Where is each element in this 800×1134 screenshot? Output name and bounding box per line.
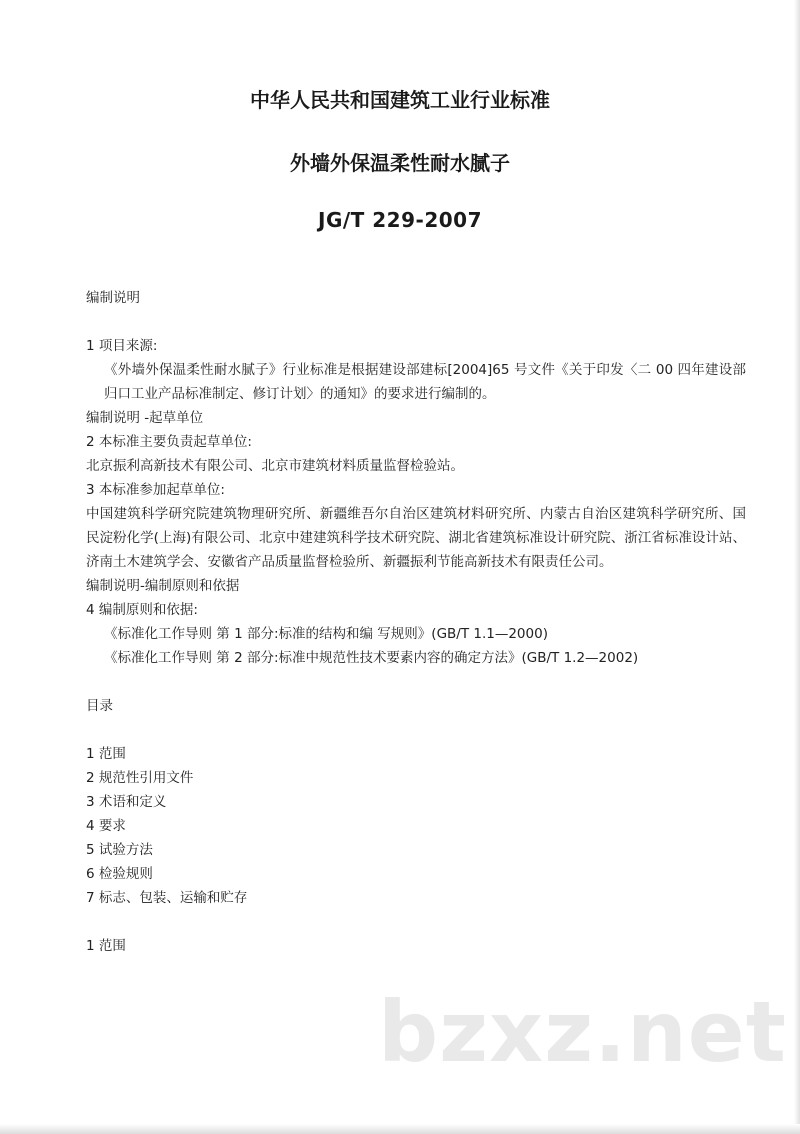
item1-text: 《外墙外保温柔性耐水腻子》行业标准是根据建设部建标[2004]65 号文件《关于印发〈二 00 四年建设部归口工业产品标准制定、修订计划〉的通知》的要求进行编制的。 — [104, 362, 746, 402]
toc-heading: 目录 — [86, 698, 113, 714]
document-body — [86, 286, 746, 958]
item4-title: 4 编制原则和依据: — [86, 602, 198, 618]
item1-title: 1 项目来源: — [86, 338, 158, 354]
toc-item: 3 术语和定义 — [86, 794, 167, 810]
subheading-principles: 编制说明-编制原则和依据 — [86, 578, 240, 594]
reference-2: 《标准化工作导则 第 2 部分:标准中规范性技术要素内容的确定方法》(GB/T 1.2—2002) — [104, 650, 639, 666]
standard-code: JG/T 229-2007 — [318, 208, 482, 232]
item2-title: 2 本标准主要负责起草单位: — [86, 434, 252, 450]
standard-category-title: 中华人民共和国建筑工业行业标准 — [250, 88, 550, 112]
toc-item: 1 范围 — [86, 746, 126, 762]
item3-title: 3 本标准参加起草单位: — [86, 482, 225, 498]
toc-item: 7 标志、包装、运输和贮存 — [86, 890, 248, 906]
reference-1: 《标准化工作导则 第 1 部分:标准的结构和编 写规则》(GB/T 1.1—2000) — [104, 626, 548, 642]
intro-heading: 编制说明 — [86, 290, 140, 306]
watermark: bzxz.net — [378, 983, 787, 1081]
toc-item: 6 检验规则 — [86, 866, 153, 882]
standard-name-title: 外墙外保温柔性耐水腻子 — [290, 151, 510, 175]
item2-text: 北京振利高新技术有限公司、北京市建筑材料质量监督检验站。 — [86, 458, 464, 474]
subheading-drafting-units: 编制说明 -起草单位 — [86, 410, 204, 426]
page-edge-shadow-right — [794, 0, 800, 1134]
toc-item: 5 试验方法 — [86, 842, 153, 858]
page-edge-shadow-bottom — [0, 1124, 800, 1134]
toc-item: 2 规范性引用文件 — [86, 770, 194, 786]
item3-text: 中国建筑科学研究院建筑物理研究所、新疆维吾尔自治区建筑材料研究所、内蒙古自治区建筑科学研究所、国民淀粉化学(上海)有限公司、北京中建建筑科学技术研究院、湖北省建筑标准设计研究院、浙江省标准设计站、济南土木建筑学会、安徽省产品质量监督检验所、新疆振利节能高新技术有限责任公司。 — [86, 506, 746, 570]
section1-title: 1 范围 — [86, 938, 126, 954]
toc-item: 4 要求 — [86, 818, 126, 834]
